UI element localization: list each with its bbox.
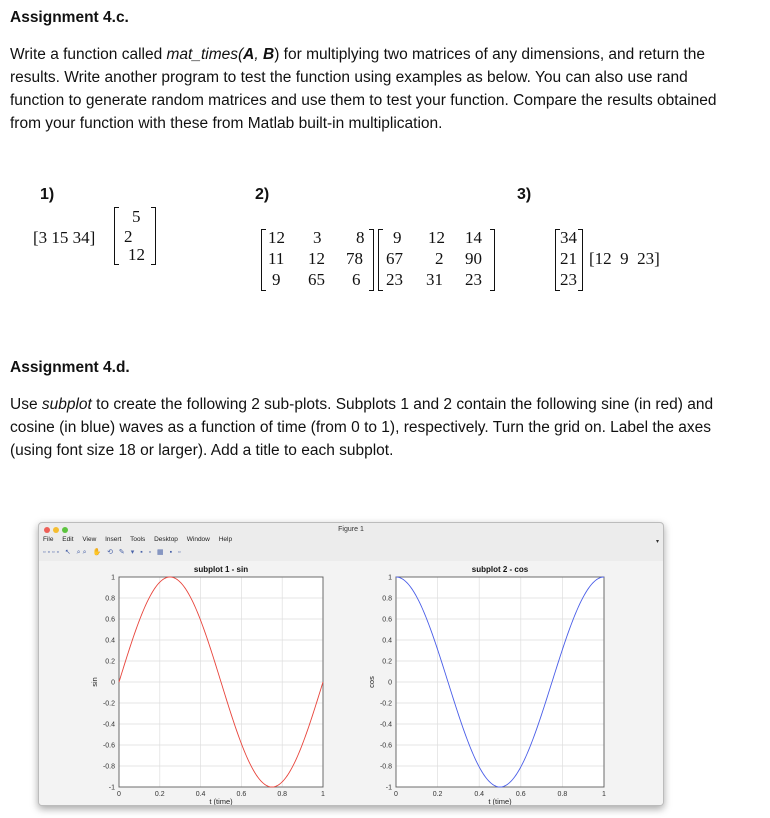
y-tick-label: 0.6 <box>105 616 115 624</box>
row-vector: [12 9 23] <box>589 249 660 268</box>
paragraph-line: results. Write another program to test the function using examples as below. You can also use rand <box>10 69 688 86</box>
matlab-figure-window <box>38 522 664 806</box>
line-part: to create the following 2 sub-plots. Subplots 1 and 2 contain the following sine (in red) and <box>91 396 714 413</box>
comma: , <box>254 46 263 63</box>
matrix-cell: 2 <box>124 227 133 246</box>
menu-tools[interactable]: Tools <box>130 536 146 543</box>
figure-menubar <box>43 536 239 546</box>
paragraph-line: cosine (in blue) waves as a function of time (from 0 to 1), respectively. Turn the grid on. Label the axes <box>10 419 712 436</box>
matrix-cell: 2 <box>435 249 444 268</box>
assignment-4c-heading: Assignment 4.c. <box>10 9 129 26</box>
matrix-cell: 65 <box>308 270 325 289</box>
y-tick-label: 0.6 <box>382 616 392 624</box>
y-tick-label: 0 <box>388 679 392 687</box>
matrix-cell: 9 <box>393 228 402 247</box>
x-tick-label: 0.2 <box>432 791 443 798</box>
y-tick-label: -0.4 <box>102 721 115 729</box>
matrix-cell: 23 <box>465 270 482 289</box>
paragraph-line: (using font size 18 or larger). Add a title to each subplot. <box>10 442 394 459</box>
y-tick-label: 1 <box>388 574 392 582</box>
menu-view[interactable]: View <box>82 536 97 543</box>
y-tick-label: 0.4 <box>105 637 115 645</box>
right-bracket <box>369 229 374 291</box>
paragraph-line: function to generate random matrices and use them to test your function. Compare the results obtained <box>10 92 717 109</box>
subplot-keyword: subplot <box>41 396 92 413</box>
line-part: Use <box>10 396 42 413</box>
example-2-label: 2) <box>255 186 270 203</box>
matrix-cell: 3 <box>313 228 322 247</box>
y-axis-label: sin <box>90 677 99 687</box>
x-tick-label: 0.8 <box>277 791 288 798</box>
plot-title: subplot 1 - sin <box>193 565 249 574</box>
param-b: B <box>263 46 275 63</box>
right-bracket <box>578 229 583 291</box>
x-tick-label: 1 <box>602 791 606 798</box>
x-tick-label: 0.6 <box>236 791 247 798</box>
y-tick-label: -0.8 <box>379 763 392 771</box>
maximize-window-button[interactable] <box>62 527 68 533</box>
matrix-cell: 78 <box>346 249 363 268</box>
matrix-cell: 21 <box>560 249 577 268</box>
assignment-4d-heading: Assignment 4.d. <box>10 359 130 376</box>
y-tick-label: 0 <box>111 679 115 687</box>
x-tick-label: 0 <box>117 791 121 798</box>
figure-plot-area <box>39 561 663 805</box>
y-axis-label: cos <box>367 676 376 688</box>
y-tick-label: 0.2 <box>382 658 392 666</box>
matrix-cell: 12 <box>268 228 285 247</box>
matrix-cell: 6 <box>352 270 361 289</box>
y-tick-label: 0.8 <box>105 595 115 603</box>
matrix-cell: 9 <box>272 270 281 289</box>
matrix-cell: 23 <box>560 270 577 289</box>
matrix-cell: 12 <box>428 228 445 247</box>
plot-title: subplot 2 - cos <box>471 565 529 574</box>
paragraph-line: from your function with these from Matlab built-in multiplication. <box>10 115 443 132</box>
y-tick-label: -0.8 <box>102 763 115 771</box>
y-tick-label: -0.6 <box>102 742 115 750</box>
y-tick-label: -0.2 <box>102 700 115 708</box>
matrix-cell: 34 <box>560 228 577 247</box>
y-tick-label: 0.8 <box>382 595 392 603</box>
matrix-cell: 14 <box>465 228 482 247</box>
close-window-button[interactable] <box>44 527 50 533</box>
menu-edit[interactable]: Edit <box>62 536 74 543</box>
y-tick-label: 1 <box>111 574 115 582</box>
x-tick-label: 0 <box>394 791 398 798</box>
assignment-4d-paragraph <box>10 393 713 462</box>
matrix-cell: 12 <box>308 249 325 268</box>
menu-file[interactable]: File <box>43 536 54 543</box>
menu-help[interactable]: Help <box>218 536 233 543</box>
y-tick-label: -0.2 <box>379 700 392 708</box>
menu-window[interactable]: Window <box>186 536 210 543</box>
paragraph-line <box>10 43 717 66</box>
x-tick-label: 0.2 <box>154 791 165 798</box>
x-tick-label: 1 <box>321 791 325 798</box>
x-tick-label: 0.4 <box>474 791 485 798</box>
menu-insert[interactable]: Insert <box>105 536 122 543</box>
matrix-cell: 12 <box>128 245 145 264</box>
left-bracket <box>378 229 383 291</box>
window-title: Figure 1 <box>338 526 364 533</box>
minimize-window-button[interactable] <box>53 527 59 533</box>
x-axis-label: t (time) <box>488 797 512 805</box>
left-bracket <box>114 207 119 265</box>
y-tick-label: -0.6 <box>379 742 392 750</box>
y-tick-label: -1 <box>385 784 392 792</box>
right-bracket <box>490 229 495 291</box>
function-name: mat_times( <box>166 46 244 63</box>
paragraph-line <box>10 393 713 416</box>
matrix-cell: 90 <box>465 249 482 268</box>
y-tick-label: 0.4 <box>382 637 392 645</box>
menu-desktop[interactable]: Desktop <box>154 536 178 543</box>
figure-toolbar[interactable]: ▫▫▫▫ ↖ ⌕⌕ ✋ ⟲ ✎ ▾ ▪ ▫ ▦ ▪ ▫ <box>43 549 183 556</box>
left-bracket <box>261 229 266 291</box>
y-tick-label: -1 <box>108 784 115 792</box>
line-part: ) for multiplying two matrices of any dimensions, and return the <box>274 46 705 63</box>
row-vector: [3 15 34] <box>33 228 96 247</box>
x-tick-label: 0.8 <box>557 791 568 798</box>
x-axis-label: t (time) <box>209 797 233 805</box>
right-bracket <box>151 207 156 265</box>
example-1-label: 1) <box>40 186 55 203</box>
x-tick-label: 0.4 <box>195 791 206 798</box>
example-3-label: 3) <box>517 186 532 203</box>
y-tick-label: -0.4 <box>379 721 392 729</box>
subplots-canvas <box>39 561 663 805</box>
matrix-cell: 8 <box>356 228 365 247</box>
matrix-cell: 67 <box>386 249 403 268</box>
x-tick-label: 0.6 <box>515 791 526 798</box>
y-tick-label: 0.2 <box>105 658 115 666</box>
param-a: A <box>243 46 255 63</box>
matrix-cell: 31 <box>426 270 443 289</box>
toolbar-dropdown-icon[interactable]: ▾ <box>655 539 659 545</box>
line-part: Write a function called <box>10 46 167 63</box>
matrix-cell: 11 <box>268 249 285 268</box>
matrix-cell: 5 <box>132 207 141 226</box>
matrix-cell: 23 <box>386 270 403 289</box>
assignment-4c-paragraph <box>10 43 717 135</box>
